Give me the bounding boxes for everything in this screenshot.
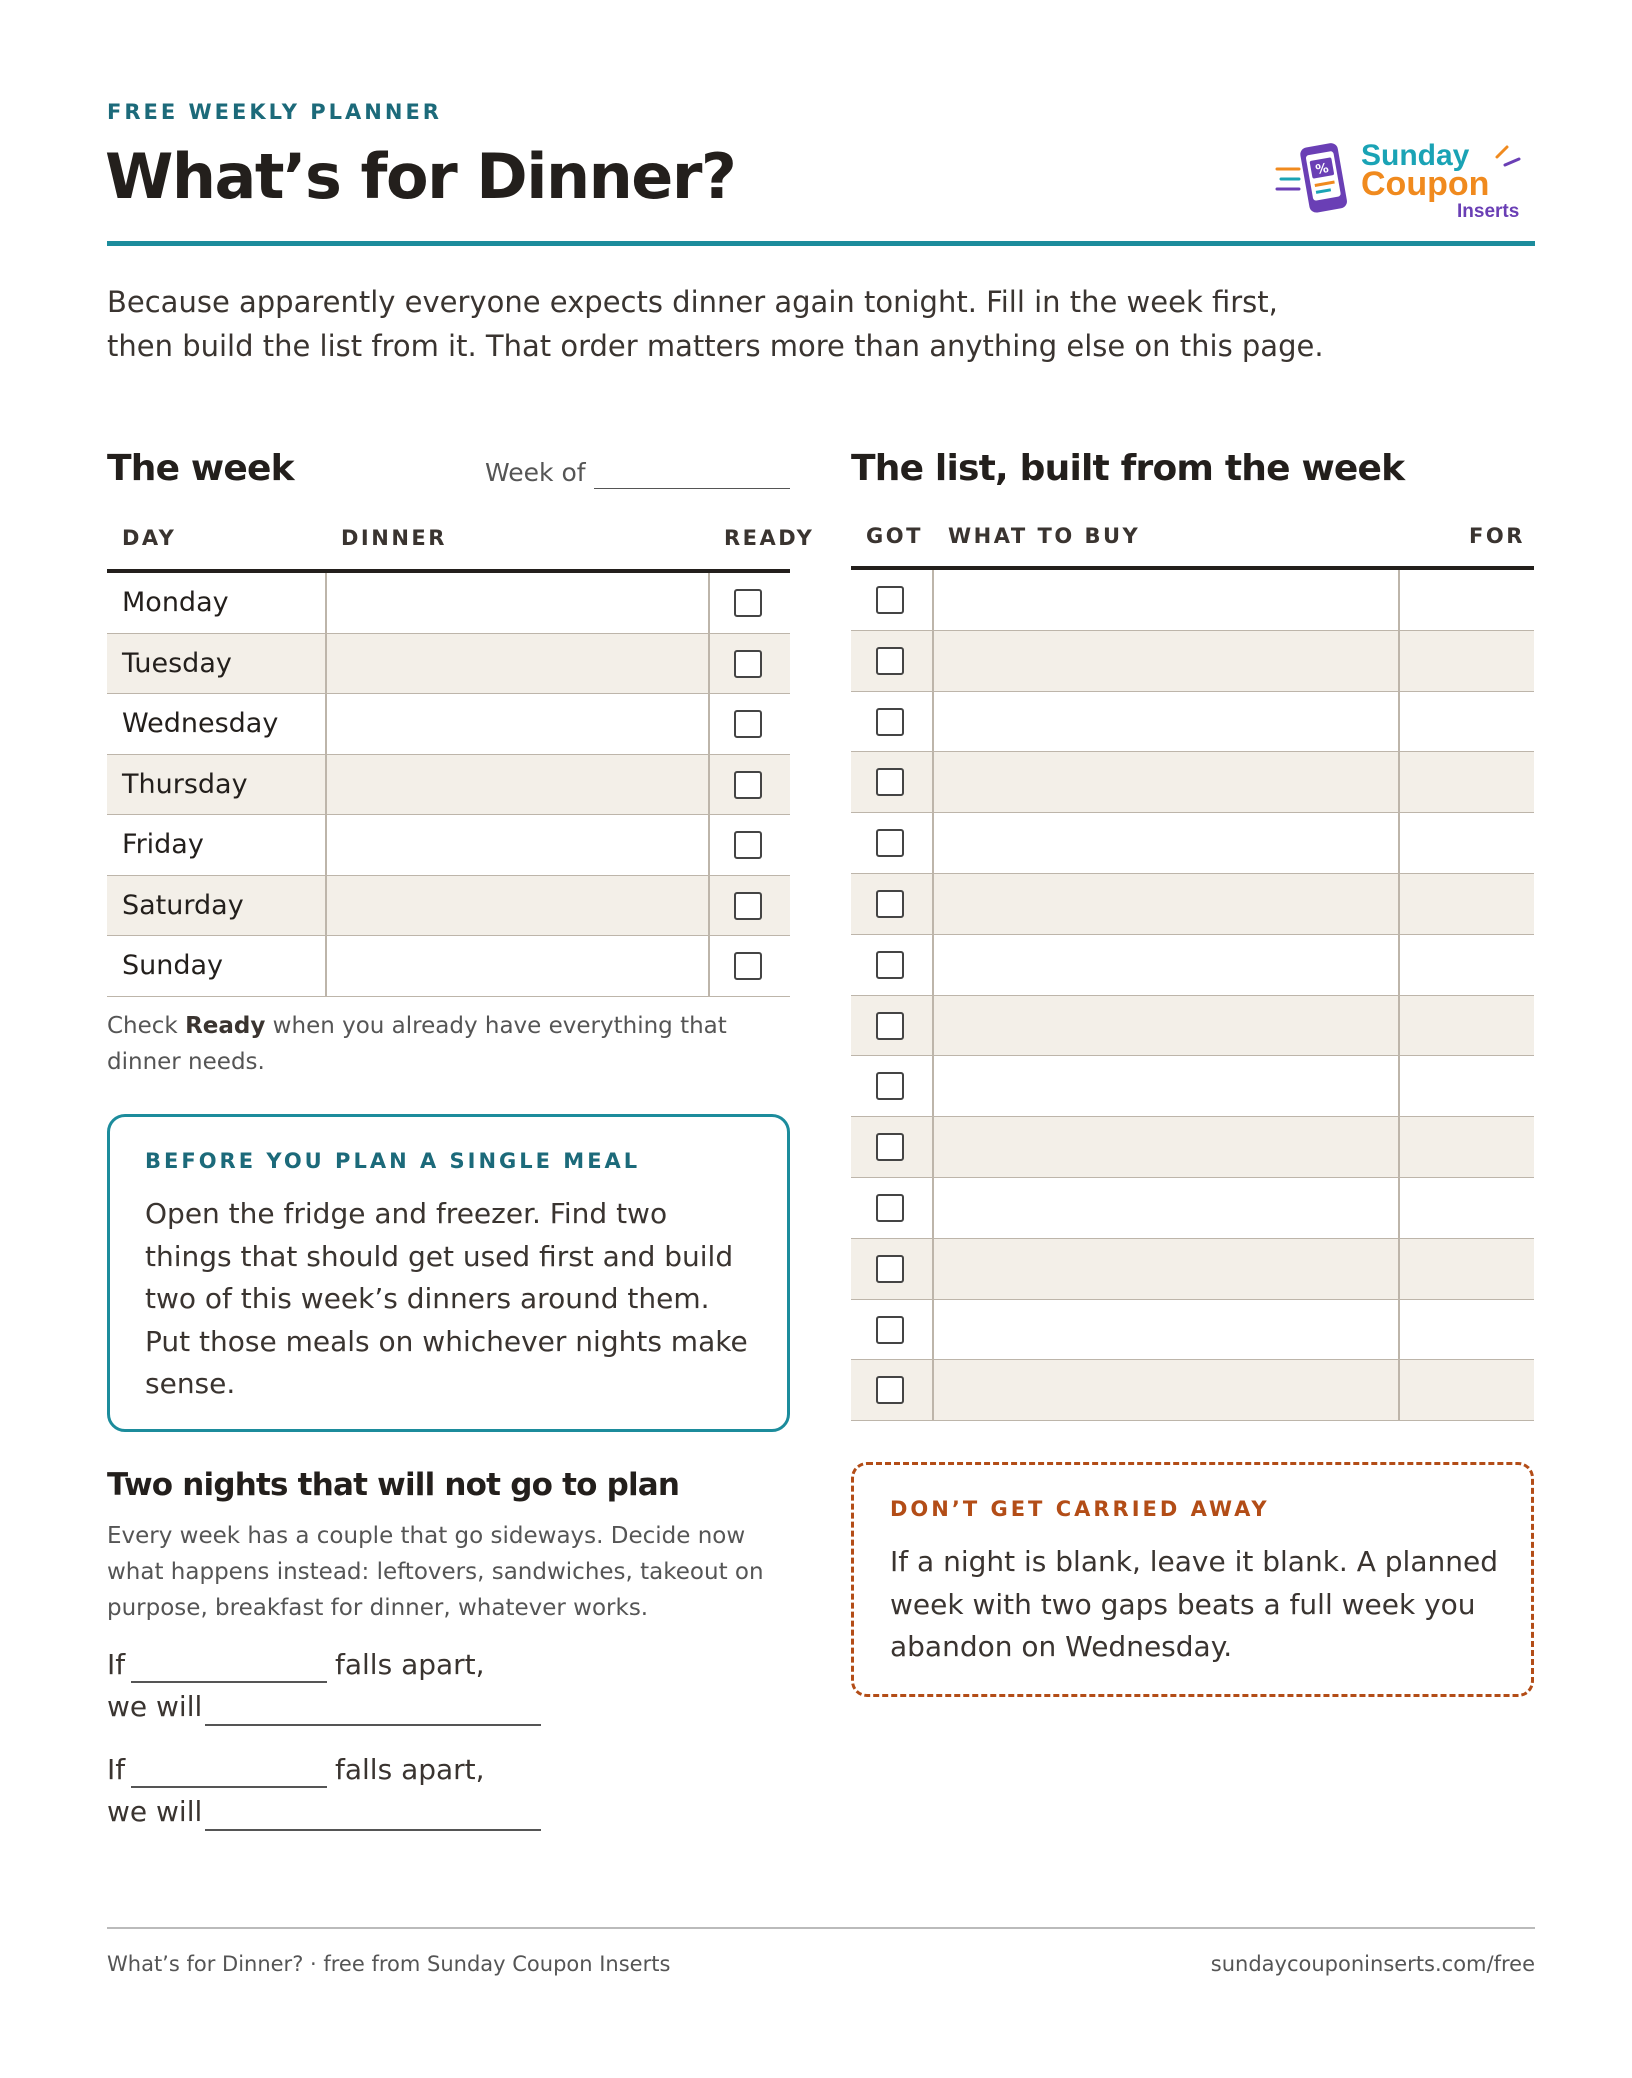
what-to-buy-cell[interactable] (933, 1360, 1398, 1420)
week-row (107, 876, 790, 937)
what-to-buy-cell[interactable] (933, 996, 1398, 1056)
footer-rule (107, 1927, 1535, 1929)
col-day: DAY (122, 526, 177, 550)
list-row (851, 1178, 1534, 1239)
got-checkbox[interactable] (876, 1133, 904, 1161)
dinner-cell[interactable] (326, 936, 709, 996)
what-to-buy-cell[interactable] (933, 874, 1398, 934)
sunday-coupon-logo (1275, 135, 1535, 225)
for-cell[interactable] (1399, 996, 1534, 1056)
what-to-buy-cell[interactable] (933, 631, 1398, 691)
two-nights-body: Every week has a couple that go sideways. Decide now what happens instead: leftovers, sandwiches, takeout on purpose, breakfast for dinner, whatever works. (107, 1523, 764, 1621)
list-heading: The list, built from the week (851, 448, 1405, 489)
column-divider (325, 573, 327, 997)
footer-left: What’s for Dinner? · free from Sunday Coupon Inserts (107, 1952, 671, 1976)
dont-box-label: DON’T GET CARRIED AWAY (890, 1497, 1270, 1521)
list-row (851, 935, 1534, 996)
for-cell[interactable] (1399, 1056, 1534, 1116)
day-label: Thursday (122, 768, 248, 800)
what-to-buy-cell[interactable] (933, 1178, 1398, 1238)
col-got: GOT (866, 524, 923, 548)
dont-box-body: If a night is blank, leave it blank. A planned week with two gaps beats a full week you abandon on Wednesday. (890, 1545, 1498, 1663)
dinner-cell[interactable] (326, 694, 709, 754)
dinner-cell[interactable] (326, 573, 709, 633)
got-checkbox[interactable] (876, 647, 904, 675)
for-cell[interactable] (1399, 1300, 1534, 1360)
night-field-2[interactable] (131, 1786, 327, 1788)
day-label: Monday (122, 587, 229, 618)
for-cell[interactable] (1399, 631, 1534, 691)
if-label-1: If (107, 1648, 126, 1681)
plan-field-2[interactable] (205, 1829, 541, 1831)
for-cell[interactable] (1399, 1360, 1534, 1420)
week-row (107, 634, 790, 695)
for-cell[interactable] (1399, 935, 1534, 995)
list-row (851, 1300, 1534, 1361)
week-heading: The week (107, 448, 294, 489)
week-table (107, 569, 790, 997)
page-kicker: FREE WEEKLY PLANNER (107, 100, 442, 124)
got-checkbox[interactable] (876, 1255, 904, 1283)
header-rule (107, 241, 1535, 246)
list-row (851, 1056, 1534, 1117)
list-row (851, 1117, 1534, 1178)
falls-apart-1: falls apart, (335, 1648, 485, 1681)
for-cell[interactable] (1399, 752, 1534, 812)
week-of-field[interactable] (594, 488, 790, 489)
ready-note (107, 1008, 767, 1080)
list-row (851, 1239, 1534, 1300)
what-to-buy-cell[interactable] (933, 1117, 1398, 1177)
what-to-buy-cell[interactable] (933, 813, 1398, 873)
we-will-label-2: we will (107, 1795, 203, 1828)
ready-checkbox[interactable] (734, 650, 762, 678)
shopping-list-table (851, 566, 1534, 1422)
week-row (107, 694, 790, 755)
phone-icon (1277, 142, 1348, 214)
day-label: Wednesday (122, 708, 279, 739)
logo-line1: Sunday (1361, 139, 1470, 172)
night-field-1[interactable] (131, 1681, 327, 1683)
what-to-buy-cell[interactable] (933, 570, 1398, 630)
for-cell[interactable] (1399, 1117, 1534, 1177)
before-box-body: Open the fridge and freezer. Find two things that should get used first and build two of this week’s dinners around them. Put those meals on whichever nights make sense. (145, 1197, 748, 1400)
dinner-cell[interactable] (326, 815, 709, 875)
two-nights-heading: Two nights that will not go to plan (107, 1467, 680, 1503)
column-divider (708, 573, 710, 997)
col-dinner: DINNER (341, 526, 447, 550)
we-will-label-1: we will (107, 1690, 203, 1723)
week-row (107, 815, 790, 876)
week-row (107, 936, 790, 997)
got-checkbox[interactable] (876, 1316, 904, 1344)
list-row (851, 692, 1534, 753)
got-checkbox[interactable] (876, 708, 904, 736)
ready-checkbox[interactable] (734, 892, 762, 920)
for-cell[interactable] (1399, 692, 1534, 752)
list-row (851, 874, 1534, 935)
got-checkbox[interactable] (876, 1072, 904, 1100)
got-checkbox[interactable] (876, 951, 904, 979)
what-to-buy-cell[interactable] (933, 1239, 1398, 1299)
falls-apart-2: falls apart, (335, 1753, 485, 1786)
ready-checkbox[interactable] (734, 952, 762, 980)
week-of-label: Week of (485, 458, 586, 487)
what-to-buy-cell[interactable] (933, 1300, 1398, 1360)
got-checkbox[interactable] (876, 768, 904, 796)
for-cell[interactable] (1399, 1239, 1534, 1299)
for-cell[interactable] (1399, 570, 1534, 630)
what-to-buy-cell[interactable] (933, 752, 1398, 812)
page-title: What’s for Dinner? (105, 140, 736, 213)
list-row (851, 752, 1534, 813)
dont-get-carried-away-box (851, 1462, 1534, 1697)
dinner-cell[interactable] (326, 634, 709, 694)
list-row (851, 570, 1534, 631)
day-label: Saturday (122, 889, 244, 921)
list-row (851, 1360, 1534, 1421)
ready-note-bold: Ready (185, 1013, 266, 1039)
list-row (851, 813, 1534, 874)
ready-note-suffix: when you already have everything that dinner needs. (107, 1013, 727, 1075)
ready-checkbox[interactable] (734, 831, 762, 859)
week-row (107, 755, 790, 816)
logo-line2: Coupon (1361, 165, 1490, 203)
col-for: FOR (1469, 524, 1525, 548)
ready-checkbox[interactable] (734, 710, 762, 738)
ready-note-prefix: Check (107, 1013, 186, 1039)
before-you-plan-box (107, 1114, 790, 1432)
col-what-to-buy: WHAT TO BUY (948, 524, 1141, 548)
got-checkbox[interactable] (876, 1194, 904, 1222)
logo-line3: Inserts (1457, 201, 1520, 222)
day-label: Friday (122, 829, 204, 860)
for-cell[interactable] (1399, 874, 1534, 934)
before-box-label: BEFORE YOU PLAN A SINGLE MEAL (145, 1149, 641, 1173)
dinner-cell[interactable] (326, 876, 709, 936)
for-cell[interactable] (1399, 813, 1534, 873)
column-divider (932, 570, 934, 1421)
day-label: Tuesday (122, 647, 232, 679)
intro-paragraph: Because apparently everyone expects dinner again tonight. Fill in the week first, then build the list from it. That order matters more than anything else on this page. (107, 285, 1324, 363)
what-to-buy-cell[interactable] (933, 1056, 1398, 1116)
got-checkbox[interactable] (876, 829, 904, 857)
svg-text:%: % (1314, 160, 1330, 179)
day-label: Sunday (122, 950, 224, 981)
got-checkbox[interactable] (876, 586, 904, 614)
footer-right: sundaycouponinserts.com/free (1210, 1952, 1535, 1976)
ready-checkbox[interactable] (734, 771, 762, 799)
dinner-cell[interactable] (326, 755, 709, 815)
what-to-buy-cell[interactable] (933, 692, 1398, 752)
list-row (851, 996, 1534, 1057)
plan-field-1[interactable] (205, 1724, 541, 1726)
got-checkbox[interactable] (876, 1376, 904, 1404)
got-checkbox[interactable] (876, 1012, 904, 1040)
week-row (107, 573, 790, 634)
ready-checkbox[interactable] (734, 589, 762, 617)
col-ready: READY (724, 526, 815, 550)
list-row (851, 631, 1534, 692)
got-checkbox[interactable] (876, 890, 904, 918)
if-label-2: If (107, 1753, 126, 1786)
what-to-buy-cell[interactable] (933, 935, 1398, 995)
column-divider (1398, 570, 1400, 1421)
for-cell[interactable] (1399, 1178, 1534, 1238)
